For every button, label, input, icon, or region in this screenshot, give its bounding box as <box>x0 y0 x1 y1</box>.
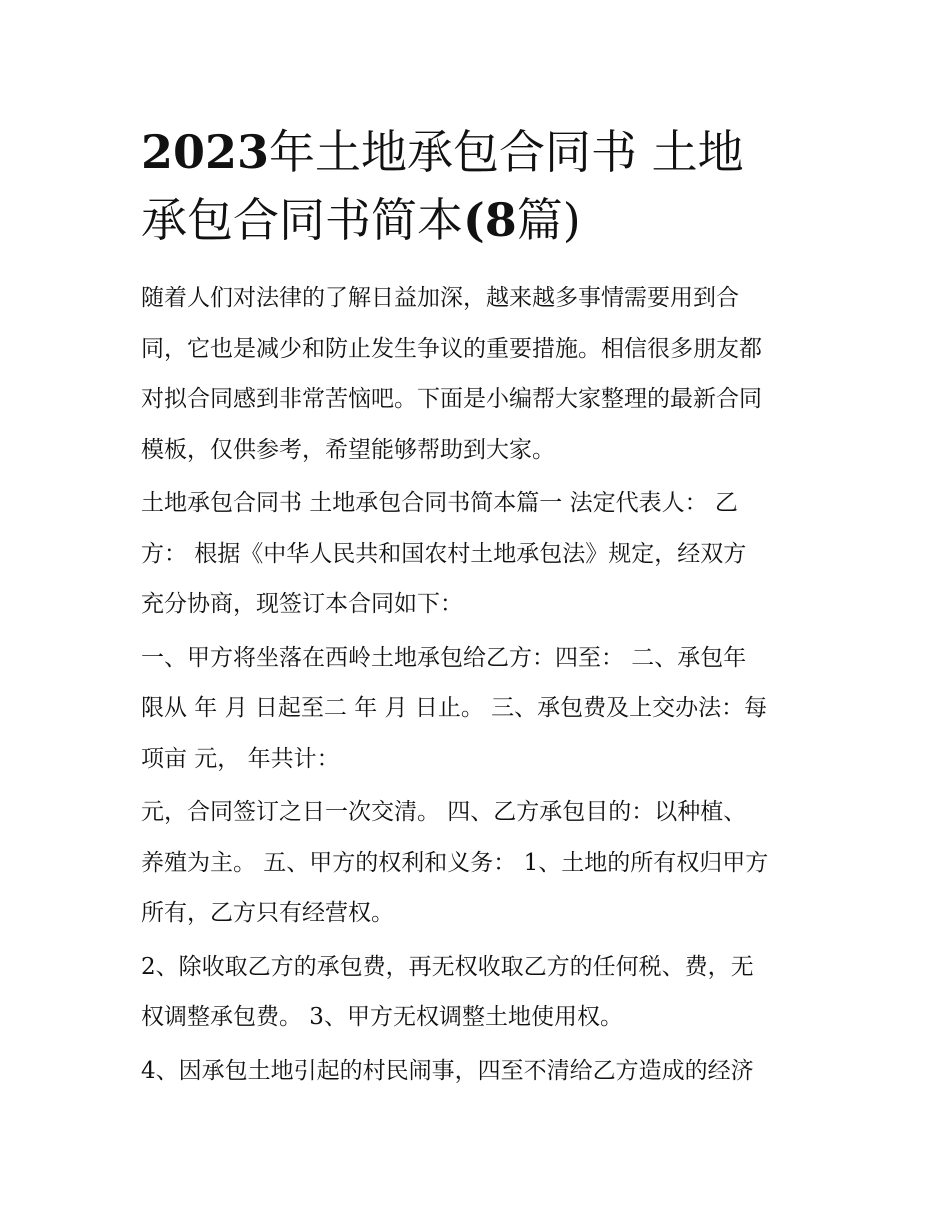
text-line: 所有，乙方只有经营权。 <box>141 900 394 926</box>
document-body <box>141 273 821 1096</box>
paragraph-intro <box>141 273 821 475</box>
paragraph-clauses-3 <box>141 942 821 1043</box>
document-title <box>141 118 821 254</box>
title-line-2 <box>141 186 821 254</box>
text-line: 充分协商，现签订本合同如下： <box>141 591 463 617</box>
title-year: 2023 <box>141 125 270 179</box>
text-line: 2、除收取乙方的承包费，再无权收取乙方的任何税、费，无 <box>141 953 754 980</box>
paragraph-clauses-1 <box>141 633 821 785</box>
text-line: 土地承包合同书 土地承包合同书简本篇一 法定代表人： 乙 <box>141 490 738 516</box>
text-line: 模板，仅供参考，希望能够帮助到大家。 <box>141 436 555 463</box>
document-content <box>141 118 821 1099</box>
title-text-1: 年土地承包合同书 土地 <box>269 125 744 179</box>
text-line: 权调整承包费。 3、甲方无权调整土地使用权。 <box>141 1004 623 1030</box>
title-line-1 <box>141 118 821 186</box>
paragraph-contract-heading <box>141 478 821 630</box>
text-line: 方： 根据《中华人民共和国农村土地承包法》规定，经双方 <box>141 540 747 567</box>
text-line: 随着人们对法律的了解日益加深，越来越多事情需要用到合 <box>141 285 739 311</box>
title-count: (8 <box>463 193 517 247</box>
text-line: 对拟合同感到非常苦恼吧。下面是小编帮大家整理的最新合同 <box>141 386 762 412</box>
title-tail: 篇) <box>516 193 581 247</box>
text-line: 4、因承包土地引起的村民闹事，四至不清给乙方造成的经济 <box>141 1057 754 1084</box>
text-line: 一、甲方将坐落在西岭土地承包给乙方：四至： 二、承包年 <box>141 644 747 671</box>
title-text-2: 承包合同书简本 <box>141 193 463 247</box>
text-line: 养殖为主。 五、甲方的权利和义务： 1、土地的所有权归甲方 <box>141 849 769 876</box>
paragraph-clauses-2 <box>141 787 821 939</box>
paragraph-clauses-4 <box>141 1046 821 1097</box>
text-line: 限从 年 月 日起至二 年 月 日止。 三、承包费及上交办法：每 <box>141 695 768 721</box>
text-line: 项亩 元， 年共计： <box>141 745 340 772</box>
text-line: 同，它也是减少和防止发生争议的重要措施。相信很多朋友都 <box>141 335 762 362</box>
text-line: 元，合同签订之日一次交清。 四、乙方承包目的：以种植、 <box>141 799 747 825</box>
